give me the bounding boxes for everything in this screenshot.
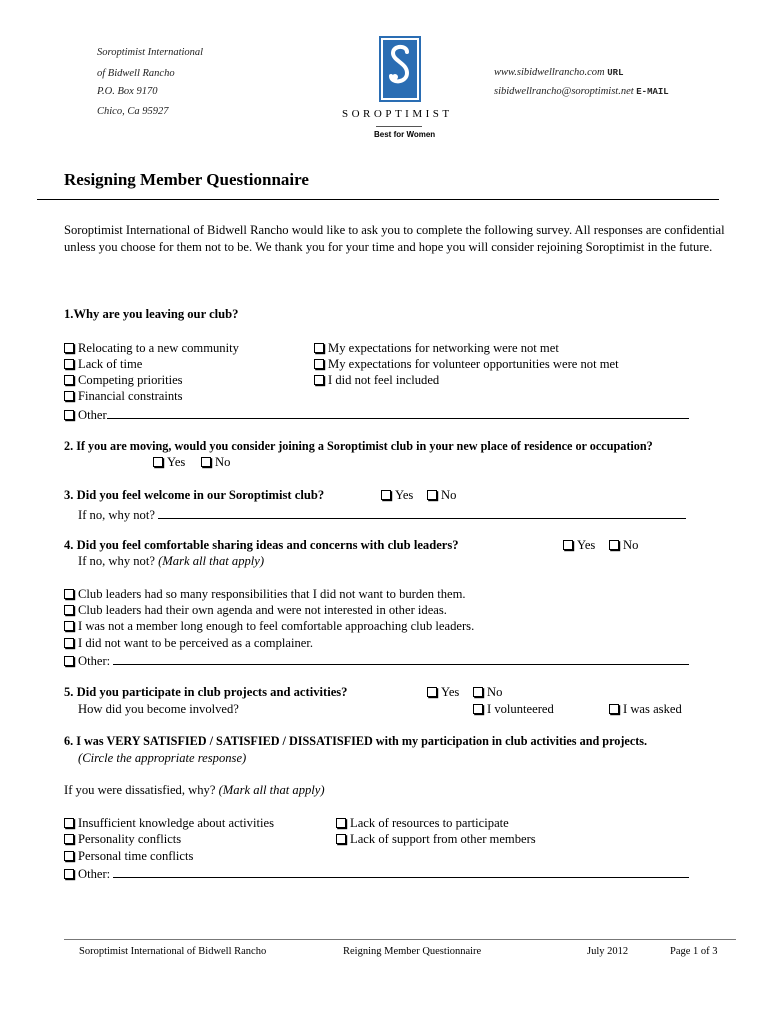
checkbox-icon[interactable]	[563, 540, 573, 550]
url-label: URL	[607, 68, 624, 78]
checkbox-icon[interactable]	[64, 410, 74, 420]
q3-no[interactable]: No	[427, 488, 456, 503]
q5-no[interactable]: No	[473, 685, 502, 700]
q4-option[interactable]: I did not want to be perceived as a complainer.	[64, 636, 313, 651]
q4-question: 4. Did you feel comfortable sharing ideas and concerns with club leaders?	[64, 538, 459, 552]
q3-reason-input[interactable]	[158, 506, 686, 519]
q5-volunteered[interactable]: I volunteered	[473, 702, 554, 717]
q6-option[interactable]: Insufficient knowledge about activities	[64, 816, 274, 831]
footer-page-number: Page 1 of 3	[670, 946, 718, 957]
q4-followup: If no, why not? (Mark all that apply)	[78, 554, 265, 568]
footer-org: Soroptimist International of Bidwell Rancho	[79, 946, 267, 957]
q1-question: 1.Why are you leaving our club?	[64, 307, 239, 321]
q1-other[interactable]: Other	[64, 406, 689, 423]
q2-no[interactable]: No	[201, 455, 230, 470]
intro-paragraph: Soroptimist International of Bidwell Rancho would like to ask you to complete the following survey. All responses are confidential unless you choose for them not to be. We thank you for your time and hope you will consider rejoining Soroptimist in the future.	[64, 223, 725, 254]
q6-option[interactable]: Personal time conflicts	[64, 849, 193, 864]
q4-yes[interactable]: Yes	[563, 538, 595, 553]
q2-yes[interactable]: Yes	[153, 455, 185, 470]
q4-option[interactable]: Club leaders had their own agenda and were not interested in other ideas.	[64, 603, 447, 618]
checkbox-icon[interactable]	[64, 605, 74, 615]
q3-question: 3. Did you feel welcome in our Soroptimist club?	[64, 488, 325, 502]
q1-option[interactable]: I did not feel included	[314, 373, 439, 388]
soroptimist-logo-icon	[379, 36, 421, 102]
checkbox-icon[interactable]	[314, 375, 324, 385]
org-city: Chico, Ca 95927	[97, 106, 169, 117]
q5-asked[interactable]: I was asked	[609, 702, 682, 717]
q1-option[interactable]: Relocating to a new community	[64, 341, 239, 356]
q4-other[interactable]: Other:	[64, 652, 689, 669]
website-link[interactable]: www.sibidwellrancho.com	[494, 67, 605, 78]
org-name-line1: Soroptimist International	[97, 47, 204, 58]
footer-doc-title: Reigning Member Questionnaire	[343, 946, 482, 957]
q3-yes[interactable]: Yes	[381, 488, 413, 503]
q6-option[interactable]: Personality conflicts	[64, 832, 181, 847]
checkbox-icon[interactable]	[609, 540, 619, 550]
q3-followup: If no, why not?	[78, 506, 686, 523]
q2-question: 2. If you are moving, would you consider joining a Soroptimist club in your new place of residence or occupation?	[64, 439, 653, 453]
checkbox-icon[interactable]	[64, 375, 74, 385]
checkbox-icon[interactable]	[64, 818, 74, 828]
q6-other-input[interactable]	[113, 865, 689, 878]
checkbox-icon[interactable]	[64, 638, 74, 648]
logo-tagline: Best for Women	[374, 130, 436, 139]
checkbox-icon[interactable]	[64, 589, 74, 599]
org-name-line2: of Bidwell Rancho	[97, 68, 175, 79]
checkbox-icon[interactable]	[314, 359, 324, 369]
q6-other[interactable]: Other:	[64, 865, 689, 882]
q1-option[interactable]: My expectations for volunteer opportunities were not met	[314, 357, 619, 372]
q1-option[interactable]: My expectations for networking were not met	[314, 341, 559, 356]
checkbox-icon[interactable]	[153, 457, 163, 467]
logo-wordmark: SOROPTIMIST	[342, 108, 453, 120]
q4-option[interactable]: Club leaders had so many responsibilities that I did not want to burden them.	[64, 587, 466, 602]
q4-other-input[interactable]	[113, 652, 689, 665]
q1-other-input[interactable]	[107, 406, 689, 419]
checkbox-icon[interactable]	[64, 869, 74, 879]
checkbox-icon[interactable]	[609, 704, 619, 714]
checkbox-icon[interactable]	[64, 834, 74, 844]
checkbox-icon[interactable]	[314, 343, 324, 353]
checkbox-icon[interactable]	[64, 359, 74, 369]
title-divider	[37, 199, 719, 200]
checkbox-icon[interactable]	[336, 834, 346, 844]
checkbox-icon[interactable]	[473, 704, 483, 714]
page-title: Resigning Member Questionnaire	[64, 170, 309, 189]
checkbox-icon[interactable]	[427, 687, 437, 697]
q6-question: 6. I was VERY SATISFIED / SATISFIED / DISSATISFIED with my participation in club activities and projects.	[64, 734, 648, 748]
checkbox-icon[interactable]	[381, 490, 391, 500]
q6-option[interactable]: Lack of resources to participate	[336, 816, 509, 831]
q5-yes[interactable]: Yes	[427, 685, 459, 700]
checkbox-icon[interactable]	[427, 490, 437, 500]
checkbox-icon[interactable]	[473, 687, 483, 697]
footer-date: July 2012	[587, 946, 629, 957]
org-po-box: P.O. Box 9170	[97, 86, 158, 97]
q6-option[interactable]: Lack of support from other members	[336, 832, 536, 847]
q1-option[interactable]: Financial constraints	[64, 389, 183, 404]
q6-note: (Circle the appropriate response)	[78, 751, 247, 765]
q4-no[interactable]: No	[609, 538, 638, 553]
email-label: E-MAIL	[636, 87, 669, 97]
q1-option[interactable]: Competing priorities	[64, 373, 183, 388]
email-link[interactable]: sibidwellrancho@soroptimist.net	[494, 86, 634, 97]
checkbox-icon[interactable]	[64, 391, 74, 401]
q5-followup: How did you become involved?	[78, 702, 239, 716]
checkbox-icon[interactable]	[201, 457, 211, 467]
q6-followup: If you were dissatisfied, why? (Mark all that apply)	[64, 783, 325, 797]
q4-option[interactable]: I was not a member long enough to feel comfortable approaching club leaders.	[64, 619, 474, 634]
q5-question: 5. Did you participate in club projects and activities?	[64, 685, 348, 699]
checkbox-icon[interactable]	[64, 851, 74, 861]
checkbox-icon[interactable]	[336, 818, 346, 828]
q1-option[interactable]: Lack of time	[64, 357, 142, 372]
checkbox-icon[interactable]	[64, 656, 74, 666]
checkbox-icon[interactable]	[64, 343, 74, 353]
footer-divider	[64, 939, 736, 940]
checkbox-icon[interactable]	[64, 621, 74, 631]
